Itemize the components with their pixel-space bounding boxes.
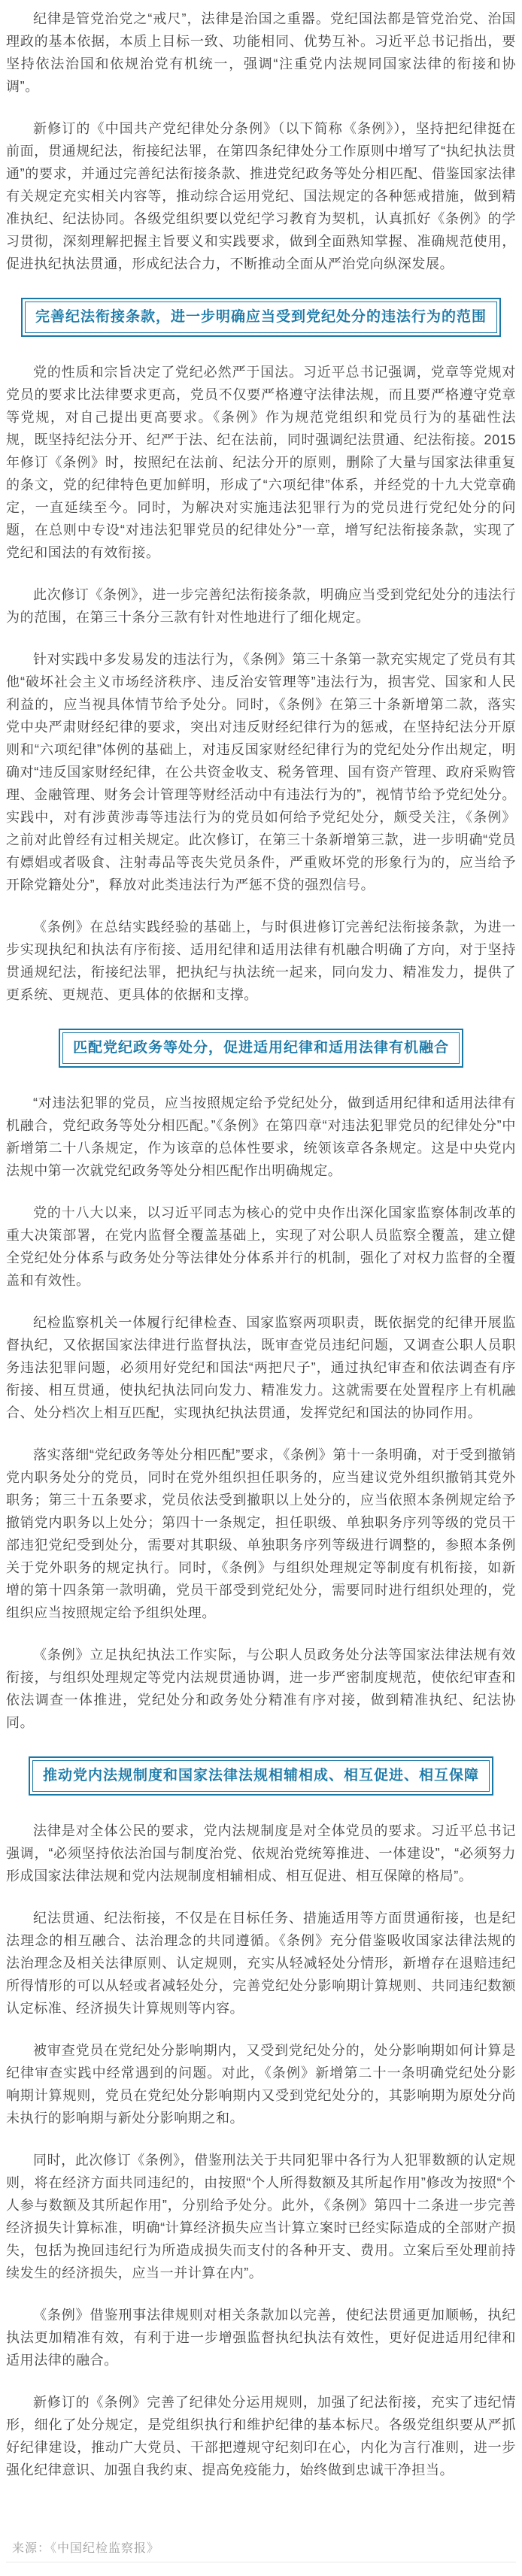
paragraph: 法律是对全体公民的要求，党内法规制度是对全体党员的要求。习近平总书记强调，“必须坚持依法治国与制度治党、依规治党统筹推进、一体建设”，“必须努力形成国家法律法规和党内法规制度相辅相成、相互促进、相互保障的格局”。 bbox=[6, 1823, 516, 1884]
paragraph: 党的性质和宗旨决定了党纪必然严于国法。习近平总书记强调，党章等党规对党员的要求比法律要求更高，党员不仅要严格遵守法律法规，而且要严格遵守党章等党规，对自己提出更高要求。《条例》作为规范党组织和党员行为的基础性法规，既坚持纪法分开、纪严于法、纪在法前，同时强调纪法贯通、纪法衔接。2015年修订《条例》时，按照纪在法前、纪法分开的原则，删除了大量与国家法律重复的条文，党的纪律特色更加鲜明，形成了“六项纪律”体系，并经党的十九大党章确定，一直延续至今。同时，为解决对实施违法犯罪行为的党员进行党纪处分的问题，在总则中专设“对违法犯罪党员的纪律处分”一章，增写纪法衔接条款，实现了党纪和国法的有效衔接。 bbox=[6, 365, 516, 560]
section-header-text: 匹配党纪政务等处分，促进适用纪律和适用法律有机融合 bbox=[62, 1032, 460, 1064]
article-body bbox=[6, 8, 516, 2481]
source-label: 来源：《中国纪检监察报》 bbox=[12, 2542, 160, 2555]
paragraph: 新修订的《条例》完善了纪律处分运用规则，加强了纪法衔接，充实了违纪情形，细化了处分规定，是党组织执行和维护纪律的基本标尺。各级党组织要从严抓好纪律建设，推动广大党员、干部把遵规守纪刻印在心，内化为言行准则，进一步强化纪律意识、加强自我约束、提高免疫能力，始终做到忠诚干净担当。 bbox=[6, 2395, 516, 2478]
paragraph: 纪检监察机关一体履行纪律检查、国家监察两项职责，既依据党的纪律开展监督执纪，又依据国家法律进行监督执法，既审查党员违纪问题，又调查公职人员职务违法犯罪问题，必须用好党纪和国法“两把尺子”，通过执纪审查和依法调查有序衔接、相互贯通，使执纪执法同向发力、精准发力。这就需要在处置程序上有机融合、处分档次上相互匹配，实现执纪执法贯通，发挥党纪和国法的协同作用。 bbox=[6, 1315, 516, 1420]
paragraph: 纪律是管党治党之“戒尺”，法律是治国之重器。党纪国法都是管党治党、治国理政的基本依据，本质上目标一致、功能相同、优势互补。习近平总书记指出，要坚持依法治国和依规治党有机统一，强调“注重党内法规同国家法律的衔接和协调”。 bbox=[6, 11, 516, 94]
paragraph: 此次修订《条例》，进一步完善纪法衔接条款，明确应当受到党纪处分的违法行为的范围，在第三十条分三款有针对性地进行了细化规定。 bbox=[6, 587, 516, 625]
paragraph: 党的十八大以来，以习近平同志为核心的党中央作出深化国家监察体制改革的重大决策部署，在党内监督全覆盖基础上，实现了对公职人员监察全覆盖，建立健全党纪处分体系与政务处分等法律处分体系并行的机制，强化了对权力监督的全覆盖和有效性。 bbox=[6, 1205, 516, 1288]
section-header-text: 推动党内法规制度和国家法律法规相辅相成、相互促进、相互保障 bbox=[32, 1760, 490, 1792]
section-header bbox=[29, 1756, 493, 1796]
paragraph: “对违法犯罪的党员，应当按照规定给予党纪处分，做到适用纪律和适用法律有机融合，党纪政务等处分相匹配。”《条例》在第四章“对违法犯罪党员的纪律处分”中新增第二十八条规定，作为该章的总体性要求，统领该章各条规定。这是中央党内法规中第一次就党纪政务等处分相匹配作出明确规定。 bbox=[6, 1096, 516, 1178]
section-header bbox=[21, 298, 501, 337]
paragraph: 新修订的《中国共产党纪律处分条例》（以下简称《条例》），坚持把纪律挺在前面，贯通规纪法，衔接纪法罪，在第四条纪律处分工作原则中增写了“执纪执法贯通”的要求，并通过完善纪法衔接条款、推进党纪政务等处分相匹配、借鉴国家法律有关规定充实相关内容等，推动综合运用党纪、国法规定的各种惩戒措施，做到精准执纪、纪法协同。各级党组织要以党纪学习教育为契机，认真抓好《条例》的学习贯彻，深刻理解把握主旨要义和实践要求，做到全面熟知掌握、准确规范使用，促进执纪执法贯通，形成纪法合力，不断推动全面从严治党向纵深发展。 bbox=[6, 121, 516, 271]
paragraph: 《条例》在总结实践经验的基础上，与时俱进修订完善纪法衔接条款，为进一步实现执纪和执法有序衔接、适用纪律和适用法律有机融合明确了方向，对于坚持贯通规纪法，衔接纪法罪，把执纪与执法统一起来，同向发力、精准发力，提供了更系统、更规范、更具体的依据和支撑。 bbox=[6, 920, 516, 1002]
paragraph: 针对实践中多发易发的违法行为，《条例》第三十条第一款充实规定了党员有其他“破坏社会主义市场经济秩序、违反治安管理等”违法行为，损害党、国家和人民利益的，应当视具体情节给予处分。同时，《条例》在第三十条新增第二款，落实党中央严肃财经纪律的要求，突出对违反财经纪律行为的惩戒，在坚持纪法分开原则和“六项纪律”体例的基础上，对违反国家财经纪律行为的党纪处分作出规定，明确对“违反国家财经纪律，在公共资金收支、税务管理、国有资产管理、政府采购管理、金融管理、财务会计管理等财经活动中有违法行为的”，视情节给予党纪处分。实践中，对有涉黄涉毒等违法行为的党员如何给予党纪处分，颇受关注，《条例》之前对此曾经有过相关规定。此次修订，在第三十条新增第三款，进一步明确“党员有嫖娼或者吸食、注射毒品等丧失党员条件，严重败坏党的形象行为的，应当给予开除党籍处分”，释放对此类违法行为严惩不贷的强烈信号。 bbox=[6, 652, 516, 893]
paragraph: 纪法贯通、纪法衔接，不仅是在目标任务、措施适用等方面贯通衔接，也是纪法理念的相互融合、法治理念的共同遵循。《条例》充分借鉴吸收国家法律法规的法治理念及相关法律原则、认定规则，充实从轻减轻处分情形，新增存在退赔违纪所得情形的可以从轻或者减轻处分，完善党纪处分影响期计算规则、共同违纪数额认定标准、经济损失计算规则等内容。 bbox=[6, 1911, 516, 2016]
section-header bbox=[59, 1029, 463, 1068]
source-row bbox=[6, 2540, 516, 2562]
paragraph: 同时，此次修订《条例》，借鉴刑法关于共同犯罪中各行为人犯罪数额的认定规则，将在经济方面共同违纪的，由按照“个人所得数额及其所起作用”修改为按照“个人参与数额及其所起作用”，分别给予处分。此外，《条例》第四十二条进一步完善经济损失计算标准，明确“计算经济损失应当计算立案时已经实际造成的全部财产损失，包括为挽回违纪行为所造成损失而支付的各种开支、费用。立案后至处理前持续发生的经济损失，应当一并计算在内”。 bbox=[6, 2153, 516, 2281]
paragraph: 被审查党员在党纪处分影响期内，又受到党纪处分的，处分影响期如何计算是纪律审查实践中经常遇到的问题。对此，《条例》新增第二十一条明确党纪处分影响期计算规则，党员在党纪处分影响期内又受到党纪处分的，其影响期为原处分尚未执行的影响期与新处分影响期之和。 bbox=[6, 2043, 516, 2126]
section-header-text: 完善纪法衔接条款，进一步明确应当受到党纪处分的违法行为的范围 bbox=[25, 302, 497, 333]
paragraph: 落实落细“党纪政务等处分相匹配”要求，《条例》第十一条明确，对于受到撤销党内职务处分的党员，同时在党外组织担任职务的，应当建议党外组织撤销其党外职务；第三十五条要求，党员依法受到撤职以上处分的，应当依照本条例规定给予撤销党内职务以上处分；第四十一条规定，担任职级、单独职务序列等级的党员干部违犯党纪受到处分，需要对其职级、单独职务序列等级进行调整的，参照本条例关于党外职务的规定执行。同时，《条例》与组织处理规定等制度有机衔接，如新增的第十四条第一款明确，党员干部受到党纪处分，需要同时进行组织处理的，党组织应当按照规定给予组织处理。 bbox=[6, 1447, 516, 1620]
paragraph: 《条例》立足执纪执法工作实际，与公职人员政务处分法等国家法律法规有效衔接，与组织处理规定等党内法规贯通协调，进一步严密制度规范，使依纪审查和依法调查一体推进，党纪处分和政务处分精准有序对接，做到精准执纪、纪法协同。 bbox=[6, 1647, 516, 1730]
paragraph: 《条例》借鉴刑事法律规则对相关条款加以完善，使纪法贯通更加顺畅，执纪执法更加精准有效，有利于进一步增强监督执纪执法有效性，更好促进适用纪律和适用法律的融合。 bbox=[6, 2308, 516, 2368]
